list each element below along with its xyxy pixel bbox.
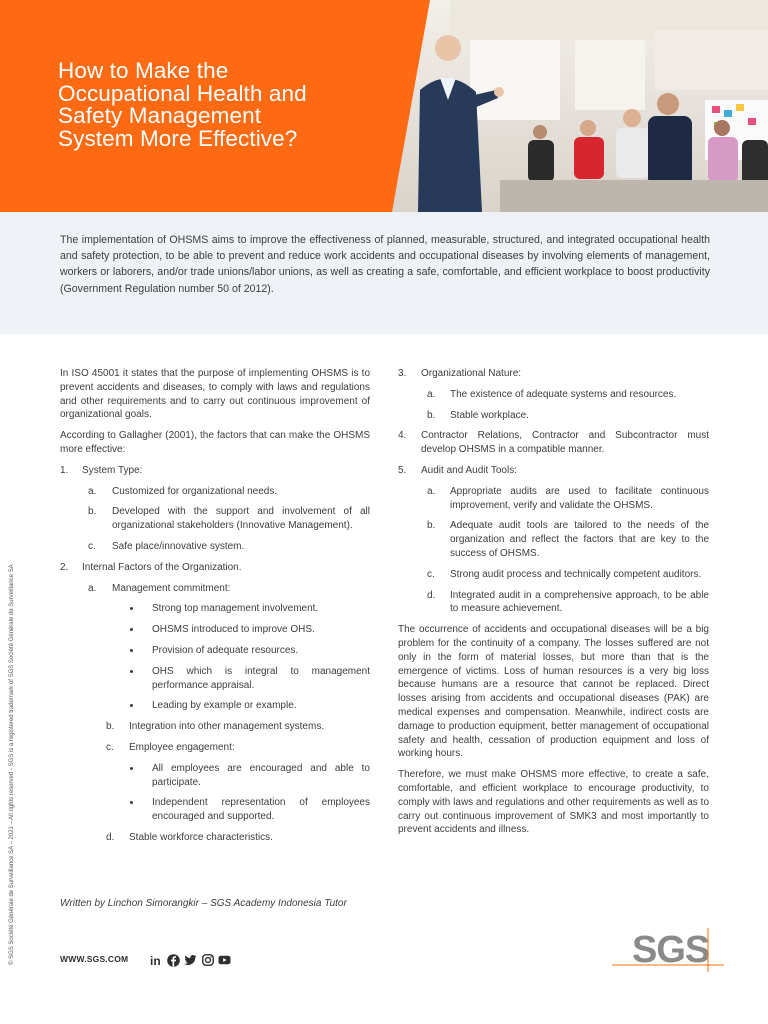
bullet-item <box>60 665 370 693</box>
list-item <box>60 582 370 596</box>
list-item-text: Management commitment: <box>112 582 231 594</box>
twitter-icon[interactable] <box>184 954 197 967</box>
list-letter: b. <box>106 721 115 733</box>
list-item-text: Appropriate audits are used to facilitate continuous improvement, verify and validate the OHSMS. <box>450 485 709 511</box>
bullet-item <box>60 644 370 658</box>
bullet-icon <box>130 704 133 707</box>
list-letter: a. <box>427 388 436 400</box>
bullet-icon <box>130 607 133 610</box>
list-item-text: System Type: <box>82 464 143 476</box>
list-item <box>398 589 709 617</box>
bullet-item <box>60 699 370 713</box>
list-item <box>398 429 709 457</box>
list-item-text: Stable workplace. <box>450 409 529 421</box>
list-item <box>60 561 370 575</box>
list-item-text: Strong top management involvement. <box>152 603 319 615</box>
bullet-item <box>60 762 370 790</box>
list-letter: b. <box>88 506 97 518</box>
list-letter: a. <box>88 582 97 594</box>
list-item-text: Customized for organizational needs. <box>112 485 278 497</box>
list-number: 3. <box>398 368 407 379</box>
right-column <box>398 367 709 844</box>
list-item <box>398 367 709 381</box>
social-links <box>150 952 231 968</box>
list-item-text: Contractor Relations, Contractor and Subcontractor must develop OHSMS in a compatible manner. <box>421 430 709 456</box>
website-link[interactable]: WWW.SGS.COM <box>60 954 129 964</box>
page-title <box>58 60 378 150</box>
list-number: 5. <box>398 464 407 476</box>
list-item-text: Independent representation of employees encouraged and supported. <box>152 797 370 823</box>
intro-band <box>0 212 768 334</box>
list-item-text: Stable workforce characteristics. <box>129 831 273 843</box>
author-byline: Written by Linchon Simorangkir – SGS Academy Indonesia Tutor <box>60 898 347 909</box>
bullet-item <box>60 796 370 824</box>
list-item-text: Employee engagement: <box>129 741 235 753</box>
list-number: 4. <box>398 430 407 442</box>
list-item-text: Safe place/innovative system. <box>112 540 245 552</box>
list-item-text: All employees are encouraged and able to participate. <box>152 762 370 788</box>
title-line: How to Make the <box>58 58 229 83</box>
list-item-text: Adequate audit tools are tailored to the needs of the organization and reflect the factors that are key to the success of OHSMS. <box>450 520 709 559</box>
list-letter: b. <box>427 409 436 421</box>
list-letter: b. <box>427 520 436 532</box>
paragraph: In ISO 45001 it states that the purpose of implementing OHSMS is to prevent accidents and diseases, to comply with laws and regulations and other requirements and to carry out continuous improvement of organizational goals. <box>60 368 370 421</box>
list-item <box>60 464 370 478</box>
linkedin-icon[interactable] <box>150 954 163 967</box>
logo-text: SGS <box>632 929 710 971</box>
list-letter: c. <box>88 540 96 552</box>
list-item-text: Leading by example or example. <box>152 700 297 712</box>
bullet-icon <box>130 628 133 631</box>
list-item <box>398 464 709 478</box>
list-item-text: OHSMS introduced to improve OHS. <box>152 624 315 636</box>
list-item <box>398 409 709 423</box>
title-line: Occupational Health and <box>58 80 307 106</box>
intro-text: The implementation of OHSMS aims to improve the effectiveness of planned, measurable, structured, and integrated occupational health and safety protection, to be able to prevent and reduce work accidents and occupational diseases by involving elements of management, workers or laborers, and/or trade unions/labor unions, as well as creating a safe, comfortable, and efficient workplace to boost productivity (Government Regulation number 50 of 2012). <box>60 234 710 295</box>
list-item <box>398 568 709 582</box>
list-item-text: Audit and Audit Tools: <box>421 464 517 476</box>
bullet-icon <box>130 801 133 804</box>
facebook-icon[interactable] <box>167 954 180 967</box>
list-item-text: Strong audit process and technically competent auditors. <box>450 568 702 580</box>
list-letter: c. <box>427 568 435 580</box>
list-item <box>60 485 370 499</box>
list-item-text: Integrated audit in a comprehensive approach, to be able to measure achievement. <box>450 589 709 615</box>
list-item-text: OHS which is integral to management performance appraisal. <box>152 665 370 691</box>
list-item-text: Internal Factors of the Organization. <box>82 561 242 573</box>
list-item-text: Developed with the support and involvement of all organizational stakeholders (Innovative Management). <box>112 506 370 532</box>
list-letter: d. <box>427 589 436 601</box>
paragraph: Therefore, we must make OHSMS more effective, to create a safe, comfortable, and efficient workplace to encourage productivity, to comply with laws and regulations and other requirements as well as to carry out continuous improvement of SMK3 and most importantly to prevent accidents and illness. <box>398 769 709 836</box>
sgs-logo <box>612 922 724 974</box>
list-item-text: Provision of adequate resources. <box>152 644 299 656</box>
title-line: Safety Management <box>58 103 262 128</box>
list-item <box>398 519 709 560</box>
list-item <box>60 831 370 845</box>
youtube-icon[interactable] <box>218 954 231 967</box>
left-column <box>60 367 370 852</box>
bullet-icon <box>130 649 133 652</box>
list-number: 1. <box>60 464 69 476</box>
bullet-item <box>60 602 370 616</box>
copyright-side-text: © SGS Société Générale de Surveillance SA – 2021 – All rights reserved - SGS is a registered trademark of SGS Société Générale de Surveillance SA <box>9 564 15 965</box>
list-item <box>60 505 370 533</box>
list-item-text: Integration into other management systems. <box>129 721 325 733</box>
list-item-text: The existence of adequate systems and resources. <box>450 388 677 400</box>
bullet-item <box>60 623 370 637</box>
svg-text:in: in <box>150 954 161 966</box>
list-item <box>60 741 370 755</box>
bullet-icon <box>130 767 133 770</box>
title-line: System More Effective? <box>58 125 298 151</box>
list-number: 2. <box>60 561 69 573</box>
paragraph: The occurrence of accidents and occupational diseases will be a big problem for the continuity of a company. The losses suffered are not only in the form of material losses, but more than that is the emergence of victims. Loss of human resources is a very big loss because humans are a resource that cannot be replaced. Direct losses arising from accidents and occupational diseases (PAK) are medical expenses and compensation. Meanwhile, indirect costs are damage to production equipment, better management of occupational safety and health, cessation of production equipment and loss of working hours. <box>398 624 709 760</box>
list-letter: d. <box>106 831 115 843</box>
list-letter: a. <box>88 485 97 497</box>
list-item <box>60 540 370 554</box>
list-item <box>398 485 709 513</box>
list-item-text: Organizational Nature: <box>421 368 522 379</box>
list-letter: c. <box>106 741 114 753</box>
instagram-icon[interactable] <box>201 954 214 967</box>
list-item <box>60 720 370 734</box>
list-item <box>398 388 709 402</box>
header-banner <box>0 0 768 212</box>
list-letter: a. <box>427 485 436 497</box>
bullet-icon <box>130 670 133 673</box>
paragraph: According to Gallagher (2001), the factors that can make the OHSMS more effective: <box>60 430 370 455</box>
